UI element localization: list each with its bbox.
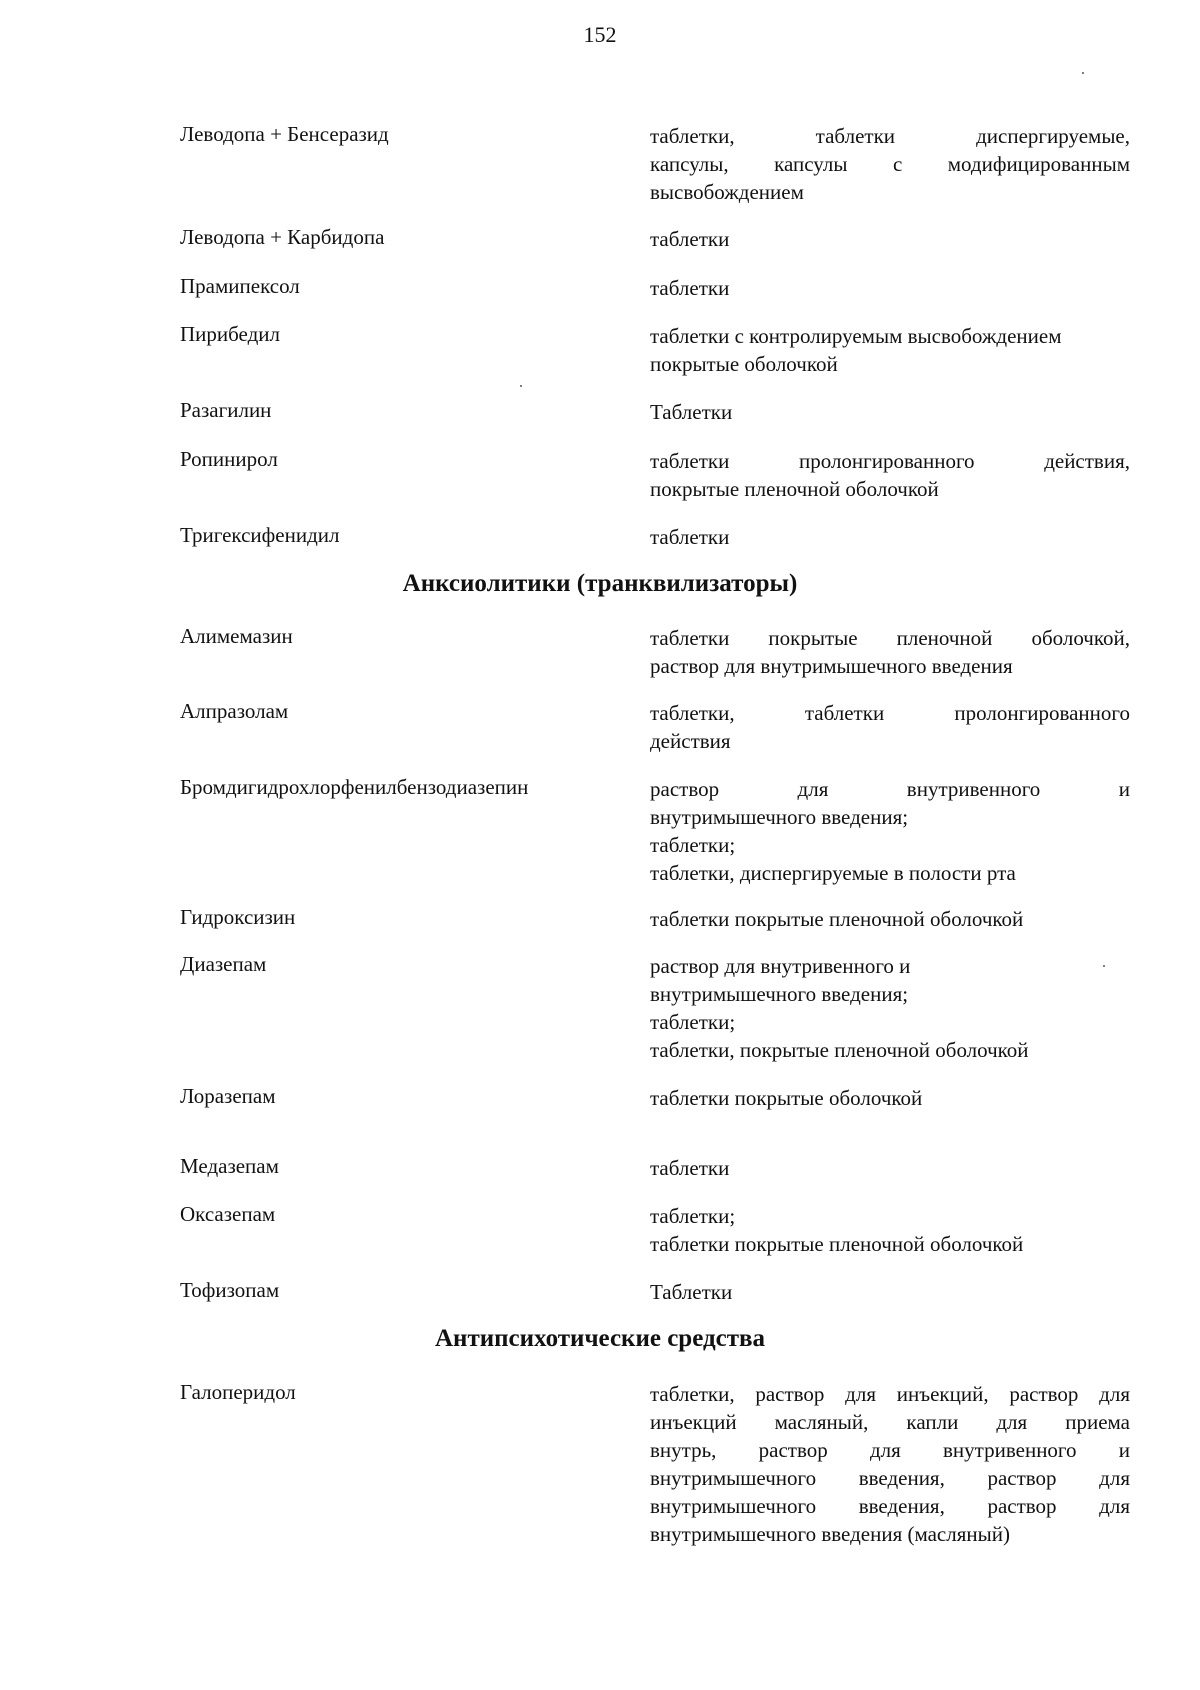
drug-form: [650, 952, 1130, 1064]
drug-name: Гидроксизин: [180, 905, 296, 929]
drug-form: [650, 523, 1130, 551]
drug-name: Тофизопам: [180, 1278, 280, 1302]
drug-form-line: таблетки покрытые пленочной оболочкой: [650, 907, 1024, 931]
drug-form-line: таблетки;: [650, 1204, 736, 1228]
scan-speck: [520, 385, 522, 387]
scan-speck: [1082, 72, 1084, 74]
drug-form: [650, 274, 1130, 302]
drug-form-line: капсулы, капсулы с модифицированным: [650, 152, 1130, 176]
drug-form-line: таблетки, раствор для инъекций, раствор для: [650, 1382, 1130, 1406]
drug-form-line: раствор для внутривенного и: [650, 777, 1130, 801]
drug-form-line: покрытые пленочной оболочкой: [650, 477, 939, 501]
drug-form: [650, 447, 1130, 503]
drug-name: Прамипексол: [180, 274, 300, 298]
drug-form-line: таблетки с контролируемым высвобождением: [650, 324, 1062, 348]
drug-name: Галоперидол: [180, 1380, 296, 1404]
drug-name: Алпразолам: [180, 699, 289, 723]
drug-form-line: действия: [650, 729, 731, 753]
drug-form-line: внутримышечного введения (масляный): [650, 1522, 1010, 1546]
drug-form-line: внутримышечного введения;: [650, 982, 909, 1006]
drug-form-line: высвобождением: [650, 180, 804, 204]
drug-form-line: таблетки;: [650, 1010, 736, 1034]
drug-name: Леводопа + Бенсеразид: [180, 122, 389, 146]
drug-form-line: таблетки: [650, 227, 730, 251]
drug-form-line: таблетки: [650, 276, 730, 300]
drug-form-line: таблетки, покрытые пленочной оболочкой: [650, 1038, 1029, 1062]
drug-form: [650, 1380, 1130, 1548]
drug-name: Ропинирол: [180, 447, 278, 471]
drug-name: Медазепам: [180, 1154, 279, 1178]
drug-name: Оксазепам: [180, 1202, 276, 1226]
drug-form: [650, 624, 1130, 680]
drug-form-line: таблетки покрытые оболочкой: [650, 1086, 923, 1110]
drug-form-line: внутримышечного введения;: [650, 805, 909, 829]
drug-form: [650, 225, 1130, 253]
drug-form: [650, 322, 1130, 378]
drug-form-line: внутримышечного введения, раствор для: [650, 1466, 1130, 1490]
drug-form-line: Таблетки: [650, 400, 733, 424]
drug-form-line: инъекций масляный, капли для приема: [650, 1410, 1130, 1434]
drug-form-line: таблетки покрытые пленочной оболочкой,: [650, 626, 1130, 650]
drug-form-line: таблетки;: [650, 833, 736, 857]
drug-form: [650, 775, 1130, 887]
drug-form-line: внутримышечного введения, раствор для: [650, 1494, 1130, 1518]
drug-form-line: Таблетки: [650, 1280, 733, 1304]
drug-name: Алимемазин: [180, 624, 293, 648]
drug-form: [650, 1084, 1130, 1112]
drug-form-line: таблетки: [650, 1156, 730, 1180]
drug-name: Диазепам: [180, 952, 267, 976]
drug-name: Разагилин: [180, 398, 272, 422]
drug-form-line: таблетки, таблетки диспергируемые,: [650, 124, 1130, 148]
drug-form: [650, 699, 1130, 755]
drug-form-line: таблетки пролонгированного действия,: [650, 449, 1130, 473]
drug-form-line: раствор для внутривенного и: [650, 954, 911, 978]
drug-form: [650, 1202, 1130, 1258]
drug-form: [650, 905, 1130, 933]
drug-form: [650, 398, 1130, 426]
drug-form-line: внутрь, раствор для внутривенного и: [650, 1438, 1130, 1462]
drug-form-line: таблетки, диспергируемые в полости рта: [650, 861, 1016, 885]
section-heading: Антипсихотические средства: [435, 1325, 765, 1352]
drug-name: Тригексифенидил: [180, 523, 340, 547]
drug-name: Лоразепам: [180, 1084, 276, 1108]
drug-name: Пирибедил: [180, 322, 280, 346]
drug-form: [650, 122, 1130, 206]
scan-speck: [1103, 965, 1105, 967]
drug-form-line: таблетки покрытые пленочной оболочкой: [650, 1232, 1024, 1256]
page-number: 152: [583, 22, 617, 47]
drug-form-line: таблетки: [650, 525, 730, 549]
drug-form-line: покрытые оболочкой: [650, 352, 838, 376]
drug-form: [650, 1154, 1130, 1182]
drug-form-line: таблетки, таблетки пролонгированного: [650, 701, 1130, 725]
section-heading: Анксиолитики (транквилизаторы): [402, 570, 798, 597]
drug-name: Леводопа + Карбидопа: [180, 225, 385, 249]
drug-form: [650, 1278, 1130, 1306]
drug-name: Бромдигидрохлорфенилбензодиазепин: [180, 775, 529, 799]
drug-form-line: раствор для внутримышечного введения: [650, 654, 1013, 678]
